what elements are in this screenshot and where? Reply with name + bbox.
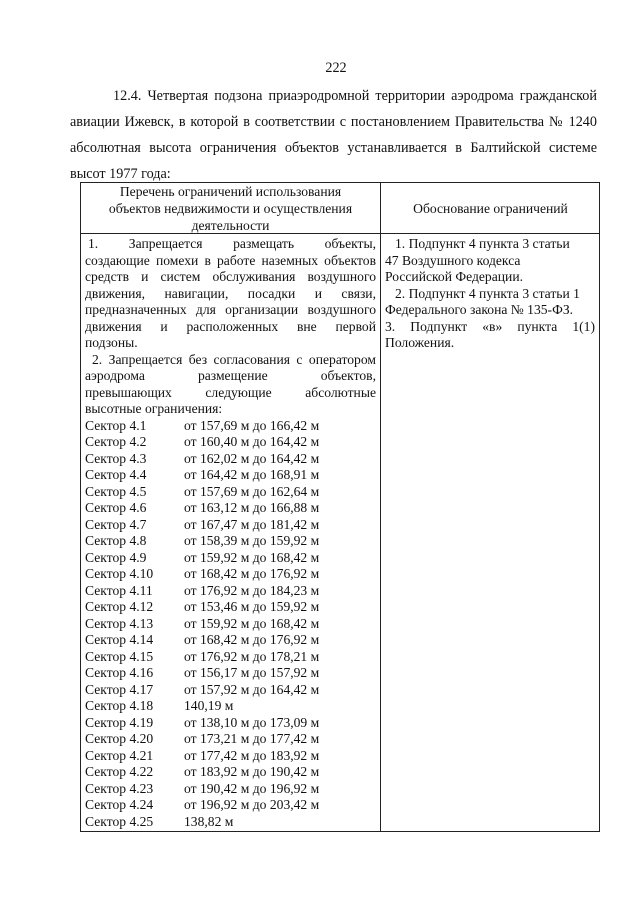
sector-row [85,418,376,435]
intro-paragraph [70,83,597,187]
sector-row [85,649,376,666]
restriction-text-line: средств и систем обслуживания воздушного [85,269,376,284]
sector-name: Сектор 4.12 [85,599,154,614]
sector-row [85,731,376,748]
restriction-text-line: высотные ограничения: [85,401,223,416]
restriction-text-line: подзоны. [85,335,138,350]
page-number: 222 [325,60,347,76]
sector-row [85,814,376,831]
header-line: объектов недвижимости и осуществления [108,201,353,216]
sector-name: Сектор 4.9 [85,549,147,565]
header-line: деятельности [191,218,270,233]
restriction-text-line: превышающих следующие абсолютные [85,384,376,400]
restriction-text-line: 2. Запрещается без согласования с оператором [92,351,376,367]
sector-row [85,467,376,484]
restrictions-cell [85,236,376,830]
basis-cell [385,236,595,352]
sector-name: Сектор 4.4 [85,467,147,482]
sector-altitude-range: от 183,92 м до 190,42 м [184,764,320,779]
basis-text-line: 3. Подпункт «в» пункта 1(1) [385,318,595,334]
sector-row [85,434,376,451]
sector-row [85,484,376,501]
restriction-text-line: движения и расположенных вне первой [85,318,376,334]
header-restrictions-basis [381,183,600,233]
sector-name: Сектор 4.8 [85,533,147,548]
restriction-text-line: аэродрома размещение объектов, [85,368,376,383]
sector-altitude-range: от 163,12 м до 166,88 м [184,500,320,515]
sector-row [85,748,376,765]
basis-text-line: Федерального закона № 135-ФЗ. [385,302,574,317]
sector-row [85,500,376,517]
header-restrictions-list [81,183,380,234]
sector-altitude-range: от 164,42 м до 168,91 м [184,467,320,482]
basis-text-line: Российской Федерации. [385,269,523,284]
intro-line: 12.4. Четвертая подзона приаэродромной территории аэродрома гражданской [113,88,597,104]
restriction-text-line: создающие помехи в работе наземных объектов [85,252,376,268]
sector-name: Сектор 4.2 [85,434,147,449]
sector-altitude-range: от 162,02 м до 164,42 м [184,450,320,466]
sector-altitude-range: от 167,47 м до 181,42 м [184,516,320,532]
basis-text-line: 47 Воздушного кодекса [385,252,521,268]
sector-name: Сектор 4.5 [85,483,147,499]
sector-name: Сектор 4.1 [85,417,147,433]
intro-line: высот 1977 года: [70,166,171,182]
sector-altitude-range: от 168,42 м до 176,92 м [184,632,320,647]
sector-row [85,797,376,814]
sector-name: Сектор 4.18 [85,698,154,713]
basis-text-line: 1. Подпункт 4 пункта 3 статьи [395,236,570,251]
sector-name: Сектор 4.6 [85,500,147,515]
basis-text-line: 2. Подпункт 4 пункта 3 статьи 1 [395,285,580,301]
sector-altitude-range: от 196,92 м до 203,42 м [184,797,320,812]
sector-name: Сектор 4.11 [85,582,153,598]
sector-altitude-range: от 160,40 м до 164,42 м [184,434,320,449]
sector-row [85,533,376,550]
restriction-text-line: движения, навигации, посадки и связи, [85,285,376,301]
sector-row [85,451,376,468]
sector-row [85,616,376,633]
sector-altitude-value: 138,82 м [184,813,234,829]
sector-name: Сектор 4.21 [85,747,154,763]
sector-name: Сектор 4.22 [85,764,154,779]
sector-name: Сектор 4.25 [85,813,154,829]
sector-row [85,682,376,699]
basis-text-line: Положения. [385,335,455,350]
sector-row [85,599,376,616]
table-column-divider [380,182,381,832]
sector-altitude-value: 140,19 м [184,698,234,713]
sector-row [85,781,376,798]
sector-altitude-range: от 156,17 м до 157,92 м [184,665,320,680]
sector-altitude-range: от 173,21 м до 177,42 м [184,731,320,746]
sector-row [85,698,376,715]
sector-name: Сектор 4.13 [85,615,154,631]
sector-altitude-range: от 190,42 м до 196,92 м [184,780,320,796]
sector-altitude-range: от 157,69 м до 162,64 м [184,483,320,499]
sector-altitude-range: от 158,39 м до 159,92 м [184,533,320,548]
sector-altitude-range: от 176,92 м до 178,21 м [184,648,320,664]
sector-row [85,517,376,534]
sector-name: Сектор 4.7 [85,516,147,532]
restriction-text-line: 1. Запрещается размещать объекты, [88,236,376,251]
sector-name: Сектор 4.10 [85,566,154,581]
sector-name: Сектор 4.19 [85,714,154,730]
sector-name: Сектор 4.3 [85,450,147,466]
sector-name: Сектор 4.23 [85,780,154,796]
sector-altitude-range: от 138,10 м до 173,09 м [184,714,320,730]
sector-altitude-range: от 153,46 м до 159,92 м [184,599,320,614]
sector-name: Сектор 4.15 [85,648,154,664]
header-line: Перечень ограничений использования [119,184,342,199]
sector-name: Сектор 4.20 [85,731,154,746]
header-line: Обоснование ограничений [413,200,568,216]
sector-row [85,715,376,732]
sector-row [85,665,376,682]
sector-row [85,566,376,583]
sector-name: Сектор 4.24 [85,797,154,812]
intro-line: абсолютная высота ограничения объектов устанавливается в Балтийской системе [70,140,597,156]
sector-row [85,764,376,781]
sector-altitude-range: от 177,42 м до 183,92 м [184,747,320,763]
intro-line: авиации Ижевск, в которой в соответствии с постановлением Правительства № 1240 [70,114,597,130]
sector-altitude-range: от 159,92 м до 168,42 м [184,615,320,631]
sector-altitude-range: от 159,92 м до 168,42 м [184,549,320,565]
sector-altitude-range: от 176,92 м до 184,23 м [184,582,320,598]
sector-altitude-range: от 157,92 м до 164,42 м [184,681,320,697]
sector-altitude-range: от 168,42 м до 176,92 м [184,566,320,581]
restriction-text-line: предназначенных для организации воздушного [85,302,376,317]
sector-name: Сектор 4.17 [85,681,154,697]
sector-row [85,583,376,600]
sector-name: Сектор 4.14 [85,632,154,647]
sector-altitude-range: от 157,69 м до 166,42 м [184,417,320,433]
sector-row [85,632,376,649]
sector-name: Сектор 4.16 [85,665,154,680]
sector-row [85,550,376,567]
